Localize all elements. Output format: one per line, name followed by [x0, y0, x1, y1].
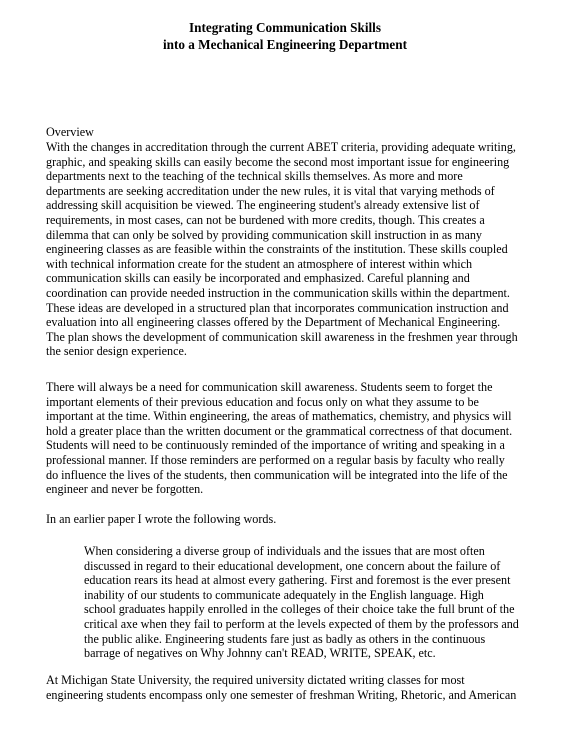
paragraph-line: requirements, in most cases, can not be burdened with more credits, though. This creates a	[46, 212, 485, 227]
paragraph-line: important at the time. Within engineering, the areas of mathematics, chemistry, and physics will	[46, 409, 512, 424]
quote-line: school graduates happily enrolled in the colleges of their choice take the full brunt of the	[84, 602, 515, 617]
paragraph-line: graphic, and speaking skills can easily become the second most important issue for engineering	[46, 154, 510, 169]
paragraph-line: With the changes in accreditation through the current ABET criteria, providing adequate writing,	[46, 140, 516, 154]
paragraph-line: professional manner. If those reminders are performed on a regular basis by faculty who really	[46, 452, 505, 467]
paragraph-line: do influence the lives of the students, then communication will be integrated into the life of the	[46, 467, 508, 482]
paragraph-closing	[46, 673, 546, 702]
paper-title-line-1: Integrating Communication Skills	[189, 20, 381, 35]
paragraph-line: There will always be a need for communication skill awareness. Students seem to forget the	[46, 380, 493, 394]
quote-line: barrage of negatives on Why Johnny can't READ, WRITE, SPEAK, etc.	[84, 646, 436, 661]
paragraph-2	[46, 380, 546, 497]
quote-line: inability of our students to communicate adequately in the English language. High	[84, 587, 484, 602]
paper-title-line-2: into a Mechanical Engineering Department	[163, 37, 407, 52]
paragraph-line: with technical information create for the student an atmosphere of interest within which	[46, 256, 473, 271]
paragraph-line: The plan shows the development of communication skill awareness in the freshmen year through	[46, 329, 518, 344]
paragraph-1	[46, 140, 546, 359]
paragraph-line: At Michigan State University, the required university dictated writing classes for most	[46, 673, 465, 687]
paragraph-line: coordination can provide needed instruction in the communication skills within the department.	[46, 285, 510, 300]
paper-title	[0, 19, 570, 53]
paragraph-line: engineering students encompass only one semester of freshman Writing, Rhetoric, and American	[46, 687, 517, 702]
quote-line: the public alike. Engineering students fare just as badly as others in the continuous	[84, 631, 486, 646]
paragraph-line: the senior design experience.	[46, 344, 187, 359]
paragraph-line: engineering classes as are feasible within the constraints of the institution. These skills coupled	[46, 242, 508, 257]
quote-line: When considering a diverse group of individuals and the issues that are most often	[84, 544, 485, 558]
quote-line: education rears its head at almost every gathering. First and foremost is the ever present	[84, 573, 511, 588]
paragraph-line: hold a greater place than the written document or the grammatical correctness of that document.	[46, 423, 513, 438]
paragraph-line: In an earlier paper I wrote the following words.	[46, 512, 277, 526]
paragraph-line: These ideas are developed in a structured plan that incorporates communication instruction and	[46, 300, 509, 315]
paragraph-line: departments are seeking accreditation under the new rules, it is vital that varying methods of	[46, 183, 495, 198]
paragraph-line: important elements of their previous education and focus only on what they assume to be	[46, 394, 479, 409]
paragraph-line: Students will need to be continuously reminded of the importance of writing and speaking in a	[46, 438, 505, 453]
paragraph-line: addressing skill acquisition be viewed. The engineering student's already extensive list of	[46, 198, 480, 213]
quote-line: critical axe when they fail to perform at the levels expected of them by the professors and	[84, 616, 519, 631]
paragraph-line: communication skills can easily be incorporated and emphasized. Careful planning and	[46, 271, 470, 286]
overview-heading	[46, 125, 546, 140]
paragraph-line: dilemma that can only be solved by providing communication skill instruction in as many	[46, 227, 482, 242]
block-quote	[84, 544, 544, 661]
paragraph-line: departments next to the teaching of the technical skills themselves. As more and more	[46, 169, 463, 184]
paragraph-line: engineer and never be forgotten.	[46, 482, 204, 497]
overview-heading-text: Overview	[46, 125, 94, 139]
paragraph-3	[46, 512, 546, 527]
paragraph-line: evaluation into all engineering classes offered by the Department of Mechanical Engineering.	[46, 315, 501, 330]
quote-line: discussed in regard to their educational development, one concern about the failure of	[84, 558, 501, 573]
